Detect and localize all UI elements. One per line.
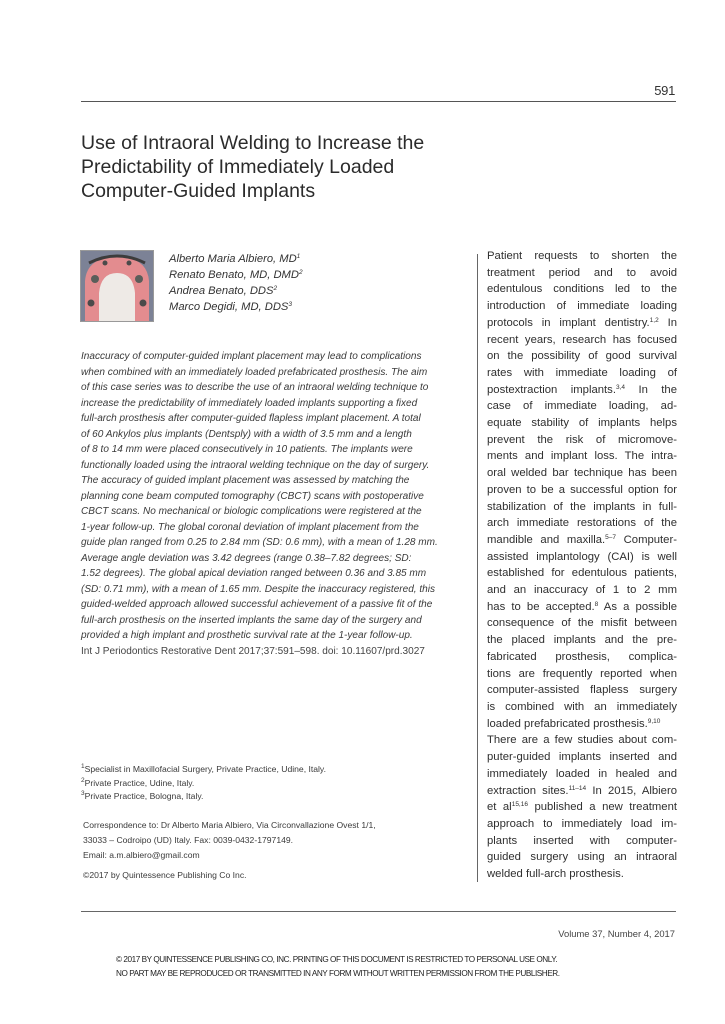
- affiliation: $^1$Specialist in Maxillofacial Surgery, Private Practice, Udine, Italy.: [81, 763, 326, 774]
- author: Renato Benato, MD, DMD$^2$: [169, 269, 303, 281]
- correspondence-line: 33033 – Codroipo (UD) Italy. Fax: 0039-0432-1797149.: [83, 834, 294, 845]
- author: Marco Degidi, MD, DDS$^3$: [169, 301, 292, 313]
- column-divider: [477, 254, 478, 882]
- reference-superscript: 5–7: [605, 533, 617, 541]
- reference-superscript: 8: [594, 600, 599, 608]
- abstract-line: CBCT scans. No mechanical or biologic complications were registered at the: [81, 506, 422, 517]
- abstract-line: full-arch prosthesis on the inserted implants the same day of the surgery and: [81, 614, 422, 626]
- body-line: ments and implant loss. The intra-: [487, 450, 677, 463]
- abstract-line: guide plan ranged from 0.25 to 2.84 mm (SD: 0.6 mm), with a mean of 1.28 mm.: [81, 537, 438, 548]
- abstract-line: of 8 to 14 mm were placed consecutively in 10 patients. The implants were: [81, 444, 413, 455]
- body-line: arch immediate restorations of the: [487, 517, 677, 530]
- body-line: immediately loaded in healed and: [487, 767, 677, 780]
- copyright: ©2017 by Quintessence Publishing Co Inc.: [83, 870, 247, 880]
- abstract-line: functionally loaded using the intraoral welding technique on the day of surgery.: [81, 459, 430, 471]
- body-line: protocols in implant dentistry.$^{1,2}$ In: [487, 316, 677, 329]
- body-line: and an inaccuracy of 1 to 2 mm: [487, 584, 677, 597]
- copyright-notice: [116, 953, 560, 981]
- body-line: treatment period and to avoid: [487, 266, 677, 279]
- notice-line: NO PART MAY BE REPRODUCED OR TRANSMITTED IN ANY FORM WITHOUT WRITTEN PERMISSION FROM THE PUBLISHER.: [116, 969, 560, 978]
- body-line: established for edentulous patients,: [487, 567, 677, 580]
- body-line: mandible and maxilla.$^{5-7}$ Computer-: [487, 533, 677, 546]
- abstract-line: of this case series was to describe the use of an intraoral welding technique to: [81, 382, 429, 393]
- abstract-line: The accuracy of guided implant placement was assessed by matching the: [81, 475, 410, 486]
- title-line: Use of Intraoral Welding to Increase the: [81, 132, 425, 154]
- reference-superscript: 15,16: [511, 801, 528, 809]
- body-line: Patient requests to shorten the: [487, 250, 677, 262]
- correspondence: [83, 818, 376, 862]
- body-line: prevent the risk of micromove-: [487, 433, 677, 446]
- affiliations: [81, 763, 326, 804]
- body-line: edentulous conditions led to the: [487, 283, 677, 296]
- abstract-line: 1-year follow-up. The global coronal deviation of implant placement from the: [81, 521, 419, 533]
- body-line: assisted implantology (CAI) is well: [487, 550, 677, 563]
- abstract-line: Inaccuracy of computer-guided implant placement may lead to complications: [81, 351, 422, 362]
- footer-rule: [81, 911, 676, 912]
- reference-superscript: 11–14: [568, 784, 587, 792]
- page-number: 591: [654, 83, 675, 98]
- body-line: oral welded bar technique has been: [487, 467, 677, 480]
- body-line: stabilization of the implants in full-: [487, 500, 677, 513]
- affiliation: $^2$Private Practice, Udine, Italy.: [81, 776, 195, 788]
- body-line: on the possibility of good survival: [487, 350, 677, 363]
- body-line: equate stability of implants helps: [487, 417, 677, 430]
- body-line: plants inserted with computer-: [487, 834, 677, 847]
- correspondence-line: Correspondence to: Dr Alberto Maria Albiero, Via Circonvallazione Ovest 1/1,: [83, 820, 376, 830]
- body-line: loaded prefabricated prosthesis.$^{9,10}$: [487, 717, 661, 730]
- abstract-line: provided a high implant and prosthetic survival rate at the 1-year follow-up.: [81, 630, 413, 641]
- body-line: is combined with an immediately: [487, 700, 677, 713]
- abstract-line: increase the predictability of immediately loaded implants supporting a fixed: [81, 397, 418, 409]
- body-line: recent years, research has focused: [487, 333, 677, 346]
- body-line: et al$^{15,16}$ published a new treatment: [487, 801, 677, 814]
- author: Andrea Benato, DDS$^2$: [169, 285, 278, 297]
- body-line: computer-assisted flapless surgery: [487, 684, 677, 697]
- reference-superscript: 3,4: [615, 383, 626, 391]
- affiliation: $^3$Private Practice, Bologna, Italy.: [81, 790, 204, 801]
- body-line: guided surgery using an intraoral: [487, 851, 677, 864]
- body-line: There are a few studies about com-: [487, 734, 677, 747]
- abstract-line: (SD: 0.71 mm), with a mean of 1.65 mm. Despite the inaccuracy registered, this: [81, 583, 436, 595]
- abstract-line: of 60 Ankylos plus implants (Dentsply) with a width of 3.5 mm and a length: [81, 428, 412, 440]
- abstract-line: 1.52 degrees). The global apical deviation ranged between 0.36 and 3.85 mm: [81, 568, 427, 579]
- title-line: Predictability of Immediately Loaded: [81, 156, 395, 178]
- body-line: rates with immediate loading of: [487, 366, 677, 379]
- reference-superscript: 9,10: [647, 717, 661, 725]
- volume-info: Volume 37, Number 4, 2017: [558, 928, 675, 939]
- reference-superscript: 1,2: [649, 316, 659, 324]
- body-line: has to be accepted.$^8$ As a possible: [487, 600, 677, 613]
- article-title: [81, 131, 551, 203]
- prosthesis-photo: [80, 250, 154, 322]
- author: Alberto Maria Albiero, $MD^1$: [169, 253, 301, 265]
- body-line: proven to be a successful option for: [487, 483, 677, 496]
- title-line: Computer-Guided Implants: [81, 180, 316, 202]
- body-text-column: [487, 248, 677, 883]
- body-line: approach to immediately load im-: [487, 817, 677, 830]
- body-line: extraction sites.$^{11-14}$ In 2015, Albiero: [487, 784, 678, 797]
- body-line: introduction of immediate loading: [487, 300, 677, 313]
- body-line: fabricated prosthesis, complica-: [487, 650, 677, 663]
- body-line: tions are frequently reported when: [487, 667, 677, 680]
- body-line: puter-guided implants inserted and: [487, 751, 677, 764]
- citation: Int J Periodontics Restorative Dent 2017;37:591–598. doi: 10.11607/prd.3027: [81, 645, 425, 657]
- dental-arch-image-icon: [81, 251, 153, 321]
- body-line: postextraction implants.$^{3,4}$ In the: [487, 383, 677, 396]
- author-list: [169, 251, 303, 315]
- abstract-line: guided-welded approach allowed successful achievement of a passive fit of the: [81, 599, 433, 610]
- abstract-line: Average angle deviation was 3.42 degrees (range 0.38–7.82 degrees; SD:: [81, 552, 412, 564]
- abstract-line: full-arch prosthesis after computer-guided flapless implant placement. A total: [81, 413, 421, 424]
- abstract-line: when combined with an immediately loaded prefabricated prosthesis. The aim: [81, 366, 428, 378]
- body-line: consequence of the misfit between: [487, 617, 677, 630]
- body-line: welded full-arch prosthesis.: [487, 868, 624, 881]
- body-line: case of immediate loading, ad-: [487, 400, 677, 413]
- abstract-line: planning cone beam computed tomography (CBCT) scans with postoperative: [81, 490, 424, 502]
- notice-line: © 2017 BY QUINTESSENCE PUBLISHING CO, INC. PRINTING OF THIS DOCUMENT IS RESTRICTED TO PERSONAL USE ONLY.: [116, 955, 558, 964]
- abstract: [81, 349, 461, 659]
- correspondence-email[interactable]: Email: a.m.albiero@gmail.com: [83, 849, 200, 860]
- header-rule: [81, 101, 676, 102]
- body-line: the placed implants and the pre-: [487, 634, 677, 647]
